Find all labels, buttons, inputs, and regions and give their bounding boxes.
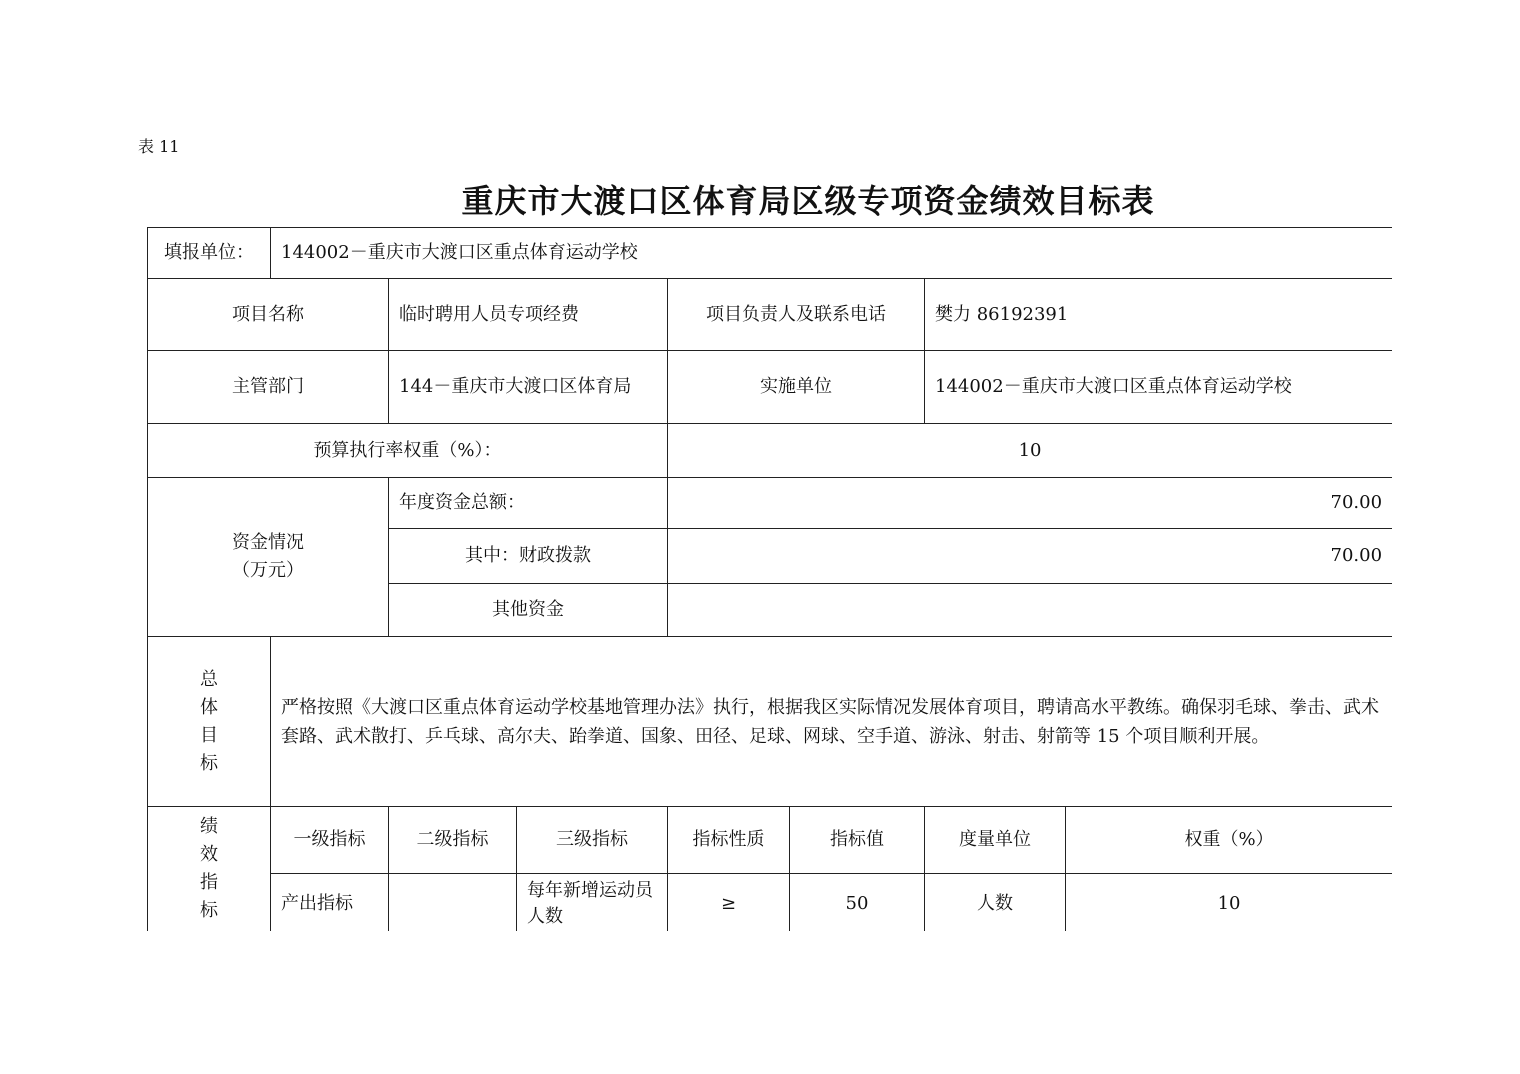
performance-indicator-label-char: 指	[200, 872, 218, 893]
row-level1: 产出指标	[271, 874, 389, 932]
header-weight: 权重（%）	[1066, 807, 1393, 874]
fill-unit-label: 填报单位：	[148, 228, 271, 279]
funds-total-row	[148, 478, 1393, 529]
document-title: 重庆市大渡口区体育局区级专项资金绩效目标表	[461, 182, 1155, 220]
funds-label	[148, 478, 389, 637]
other-funds-value	[668, 584, 1393, 637]
overall-goal-row	[148, 637, 1393, 807]
row-nature: ≥	[668, 874, 790, 932]
funds-label-line1: 资金情况	[232, 532, 304, 553]
performance-indicator-label-char: 标	[200, 900, 218, 921]
fill-unit-row	[148, 228, 1393, 279]
indicator-header-row	[148, 807, 1393, 874]
performance-indicator-label	[148, 807, 271, 932]
funds-label-line2: （万元）	[232, 560, 304, 581]
header-level2: 二级指标	[389, 807, 517, 874]
table-row	[148, 874, 1393, 932]
header-value: 指标值	[790, 807, 925, 874]
project-row	[148, 279, 1393, 351]
project-name-value: 临时聘用人员专项经费	[389, 279, 668, 351]
performance-indicator-label-char: 效	[200, 844, 218, 865]
budget-rate-label: 预算执行率权重（%）：	[148, 424, 668, 478]
overall-goal-label-char: 总	[200, 668, 218, 690]
performance-indicator-label-char: 绩	[200, 816, 218, 837]
performance-target-table-wrapper	[147, 227, 1392, 931]
fill-unit-value: 144002－重庆市大渡口区重点体育运动学校	[271, 228, 1393, 279]
header-unit: 度量单位	[925, 807, 1066, 874]
table-number: 表 11	[138, 137, 180, 156]
other-funds-label: 其他资金	[389, 584, 668, 637]
overall-goal-label-char: 目	[200, 724, 218, 746]
project-contact-label: 项目负责人及联系电话	[668, 279, 925, 351]
department-row	[148, 351, 1393, 424]
fiscal-allocation-value: 70.00	[668, 529, 1393, 584]
performance-target-table	[147, 227, 1392, 931]
overall-goal-label-char: 体	[200, 696, 218, 718]
header-nature: 指标性质	[668, 807, 790, 874]
implementing-unit-label: 实施单位	[668, 351, 925, 424]
overall-goal-text: 严格按照《大渡口区重点体育运动学校基地管理办法》执行，根据我区实际情况发展体育项目，聘请高水平教练。确保羽毛球、拳击、武术套路、武术散打、乒乓球、高尔夫、跆拳道、国象、田径、足球、网球、空手道、游泳、射击、射箭等 15 个项目顺利开展。	[271, 637, 1393, 807]
department-label: 主管部门	[148, 351, 389, 424]
overall-goal-label	[148, 637, 271, 807]
row-level2	[389, 874, 517, 932]
project-name-label: 项目名称	[148, 279, 389, 351]
overall-goal-label-char: 标	[200, 752, 218, 774]
row-weight: 10	[1066, 874, 1393, 932]
header-level3: 三级指标	[517, 807, 668, 874]
implementing-unit-value: 144002－重庆市大渡口区重点体育运动学校	[925, 351, 1393, 424]
header-level1: 一级指标	[271, 807, 389, 874]
row-value: 50	[790, 874, 925, 932]
row-unit: 人数	[925, 874, 1066, 932]
budget-rate-row	[148, 424, 1393, 478]
annual-total-label: 年度资金总额：	[389, 478, 668, 529]
row-level3: 每年新增运动员人数	[517, 874, 668, 932]
department-value: 144－重庆市大渡口区体育局	[389, 351, 668, 424]
fiscal-allocation-label: 其中：财政拨款	[389, 529, 668, 584]
project-contact-value: 樊力 86192391	[925, 279, 1393, 351]
budget-rate-value: 10	[668, 424, 1393, 478]
annual-total-value: 70.00	[668, 478, 1393, 529]
